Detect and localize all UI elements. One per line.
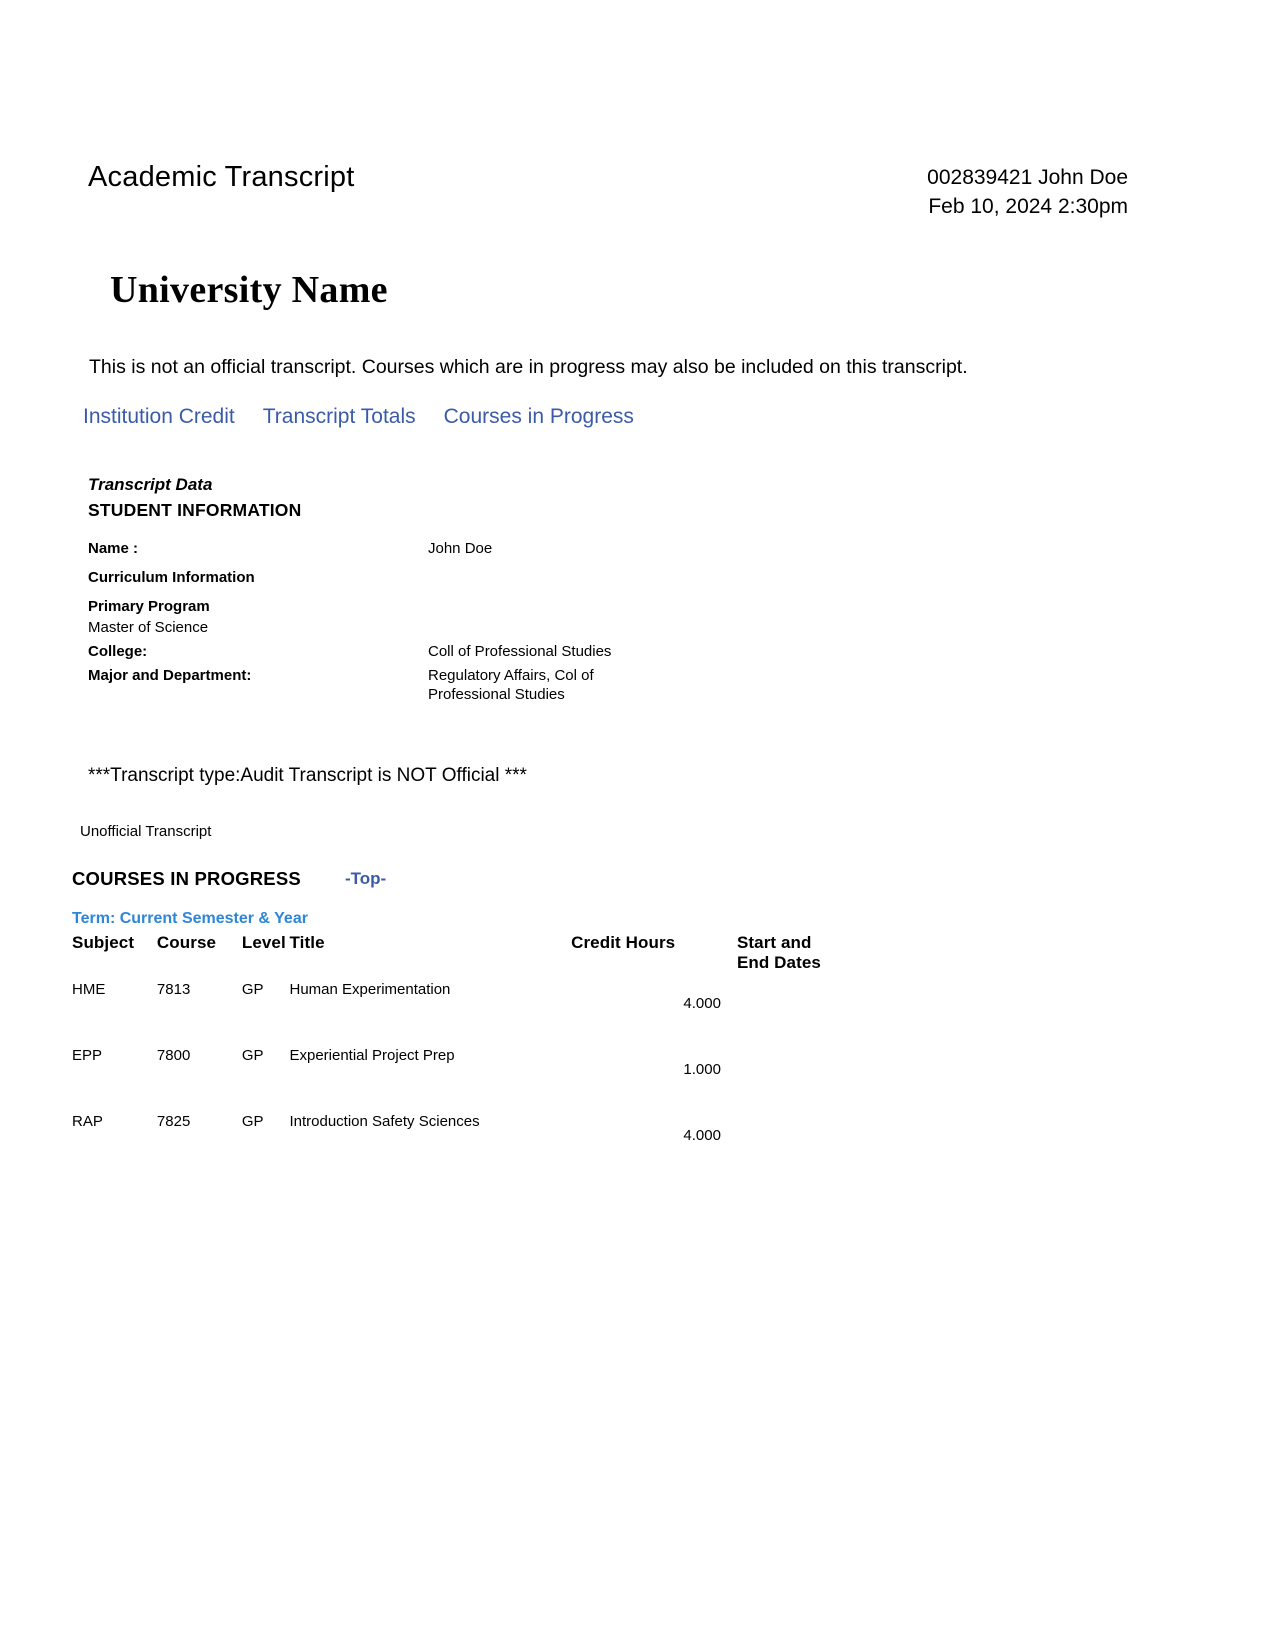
document-header (88, 160, 1128, 222)
cell-subject: RAP (72, 1113, 103, 1130)
cell-title: Human Experimentation (289, 981, 451, 998)
college-value: Coll of Professional Studies (428, 643, 612, 661)
cell-level: GP (241, 981, 264, 998)
row-spacer (72, 1024, 882, 1047)
row-spacer (72, 1090, 882, 1113)
cell-title: Introduction Safety Sciences (289, 1113, 480, 1130)
cell-title: Experiential Project Prep (289, 1047, 455, 1064)
cell-credit-hours: 4.000 (683, 1127, 721, 1144)
page-title: Academic Transcript (88, 161, 355, 193)
column-header-title: Title (289, 933, 325, 952)
cell-subject: EPP (72, 1047, 103, 1064)
table-row (88, 641, 628, 662)
nav-link-transcript-totals[interactable]: Transcript Totals (262, 405, 416, 428)
table-row (72, 1113, 882, 1156)
student-id-name: 002839421 John Doe (927, 166, 1128, 189)
college-label: College: (88, 643, 148, 661)
name-value: John Doe (428, 540, 493, 557)
column-header-start-and: Start and (736, 933, 812, 952)
cell-credit-hours: 1.000 (683, 1061, 721, 1078)
transcript-data-label: Transcript Data (88, 475, 213, 494)
cell-subject: HME (72, 981, 106, 998)
courses-in-progress-table (72, 933, 882, 1156)
courses-in-progress-heading: COURSES IN PROGRESS (72, 868, 301, 889)
table-row (88, 567, 628, 598)
header-meta (927, 160, 1128, 222)
student-information-table (88, 540, 628, 705)
primary-program-label: Primary Program (88, 597, 210, 615)
primary-program-value: Master of Science (88, 618, 209, 636)
column-header-course: Course (156, 933, 217, 952)
column-header-subject: Subject (72, 933, 135, 952)
table-row (88, 540, 628, 567)
table-header-row (72, 933, 882, 981)
column-header-level: Level (241, 933, 286, 952)
table-row (72, 981, 882, 1024)
cell-course: 7813 (156, 981, 191, 998)
table-row (88, 598, 628, 619)
column-header-start-end-dates (737, 933, 882, 981)
cell-course: 7825 (156, 1113, 191, 1130)
nav-link-courses-in-progress[interactable]: Courses in Progress (443, 405, 634, 428)
student-information-heading: STUDENT INFORMATION (88, 500, 302, 520)
major-department-label: Major and Department: (88, 667, 252, 684)
cell-dates (737, 1113, 882, 1156)
top-link[interactable]: -Top- (345, 869, 387, 888)
disclaimer-text: This is not an official transcript. Courses which are in progress may also be included on this transcript. (89, 356, 968, 378)
cell-credit-hours: 4.000 (683, 995, 721, 1012)
curriculum-information-heading: Curriculum Information (88, 569, 255, 586)
print-datetime: Feb 10, 2024 2:30pm (928, 194, 1128, 218)
cell-level: GP (241, 1113, 264, 1130)
cell-dates (737, 1047, 882, 1090)
table-row (88, 662, 628, 705)
nav-link-institution-credit[interactable]: Institution Credit (83, 405, 235, 428)
table-row (72, 1047, 882, 1090)
unofficial-transcript-note: Unofficial Transcript (80, 823, 212, 840)
term-label: Term: Current Semester & Year (72, 910, 308, 927)
column-header-end-dates: End Dates (736, 953, 821, 972)
cell-course: 7800 (156, 1047, 191, 1064)
table-row (88, 619, 628, 642)
name-label: Name : (88, 540, 139, 557)
cell-level: GP (241, 1047, 264, 1064)
institution-name: University Name (110, 269, 388, 311)
transcript-type-note: ***Transcript type:Audit Transcript is NOT Official *** (88, 765, 527, 786)
transcript-nav (83, 405, 648, 429)
cell-dates (737, 981, 882, 1024)
column-header-credit-hours: Credit Hours (571, 933, 676, 952)
major-department-value: Regulatory Affairs, Col of Professional Studies (428, 667, 594, 703)
